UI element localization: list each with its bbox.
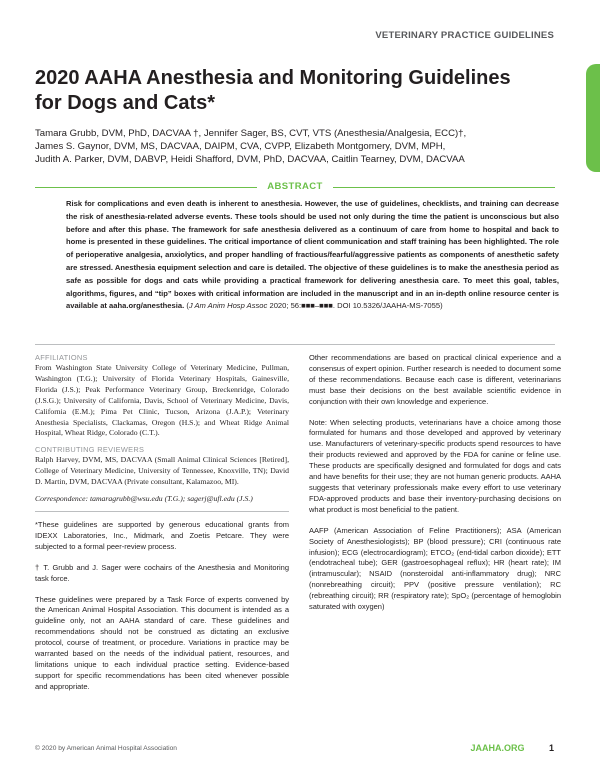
- affiliations-text: From Washington State University College of Veterinary Medicine, Pullman, Washington (T.G.); University of Florida Veterinary Hospitals, Gainesville, Florida (J.S.); Peak Performance Veterinary Group, Breckenridge, Colorado (J.S.G.); University of California, Davis, School of Veterinary Medicine, Davis, California (E.M.); Pima Pet Clinic, Tucson, Arizona (J.A.P.); Veterinary Anesthesia Specialists, Clackamas, Oregon (H.S.); and Wheat Ridge Animal Hospital, Wheat Ridge, Colorado (C.T.).: [35, 363, 289, 438]
- right-column: [309, 353, 561, 613]
- recommendations-paragraph: Other recommendations are based on practical clinical experience and a consensus of expert opinion. Further research is needed to document some of these recommendations. Because each case is different, veterinarians must base their decisions on the best available scientific evidence in conjunction with their own knowledge and experience.: [309, 353, 561, 406]
- footer-right: [470, 743, 554, 753]
- funding-note: *These guidelines are supported by generous educational grants from IDEXX Laboratories, Inc., Midmark, and Zoetis Petcare. They were subjected to a formal peer-review process.: [35, 519, 289, 551]
- citation: (J Am Anim Hosp Assoc 2020; 56:■■■–■■■. DOI 10.5326/JAAHA-MS-7055): [186, 301, 443, 311]
- abbreviations-list: AAFP (American Association of Feline Practitioners); ASA (American Society of Anesthesiologists); BP (blood pressure); CRI (continuous rate infusion); ECG (electrocardiogram); ETCO₂ (end-tidal carbon dioxide); ETT (endotracheal tube); GER (gastroesophageal reflux); HR (heart rate); IM (intramuscular); NSAID (nonsteroidal anti-inflammatory drug); NRC (nonrebreathing circuit); PPV (positive pressure ventilation); RC (rebreathing circuit); RR (respiratory rate); SpO₂ (percentage of hemoglobin saturated with oxygen): [309, 525, 561, 612]
- author-line: Tamara Grubb, DVM, PhD, DACVAA †, Jennifer Sager, BS, CVT, VTS (Anesthesia/Analgesia, ECC)†,: [35, 128, 467, 139]
- cochairs-note: † T. Grubb and J. Sager were cochairs of the Anesthesia and Monitoring task force.: [35, 562, 289, 583]
- abstract-body: [66, 198, 559, 313]
- column-divider: [35, 344, 555, 345]
- affiliations-heading: AFFILIATIONS: [35, 353, 88, 362]
- abstract-heading: [35, 181, 555, 195]
- reviewers-heading: CONTRIBUTING REVIEWERS: [35, 445, 145, 455]
- product-note-paragraph: Note: When selecting products, veterinarians have a choice among those formulated for humans and those developed and approved by veterinary use. Manufacturers of veterinary-specific products spend resources to have their products reviewed and approved by the FDA for canine or feline use. These products are specifically designed and formulated for dogs and cats and have benefits for their use; they are not human generic products. AAHA suggests that veterinary professionals make every effort to use veterinary FDA-approved products and base their inventory-purchasing decisions on what product is most beneficial to the patient.: [309, 417, 561, 514]
- abstract-label: ABSTRACT: [267, 181, 323, 192]
- title-line-2: for Dogs and Cats*: [35, 92, 216, 114]
- abstract-rule-right: [333, 187, 555, 188]
- taskforce-paragraph: These guidelines were prepared by a Task Force of experts convened by the American Animal Hospital Association. This document is intended as a guideline only, not an AAHA standard of care. These guidelines and recommendations should not be construed as dictating an exclusive protocol, course of treatment, or procedure. Variations in practice may be warranted based on the needs of the individual patient, resources, and limitations unique to each individual practice setting. Evidence-based support for specific recommendations has been cited whenever possible and appropriate.: [35, 594, 289, 691]
- author-line: Judith A. Parker, DVM, DABVP, Heidi Shafford, DVM, PhD, DACVAA, Caitlin Tearney, DVM, DACVAA: [35, 154, 465, 165]
- article-title: [35, 66, 555, 116]
- author-line: James S. Gaynor, DVM, MS, DACVAA, DAIPM, CVA, CVPP, Elizabeth Montgomery, DVM, MPH,: [35, 141, 446, 152]
- journal-site-link[interactable]: JAAHA.ORG: [470, 743, 525, 753]
- citation-details: 2020; 56:■■■–■■■. DOI 10.5326/JAAHA-MS-7055): [269, 301, 443, 311]
- author-list: [35, 127, 555, 166]
- reviewers-text: Ralph Harvey, DVM, MS, DACVAA (Small Animal Clinical Sciences [Retired], College of Veterinary Medicine, University of Tennessee, Knoxville, TN); David D. Martin, DVM, DACVAA (Private consultant, Kalamazoo, MI).: [35, 455, 289, 487]
- abstract-text: Risk for complications and even death is inherent to anesthesia. However, the use of guidelines, checklists, and training can decrease the risk of anesthesia-related adverse events. These tools should be used not only during the time the patient is unconscious but also before and after this phase. The framework for safe anesthesia delivered as a continuum of care from home to hospital and back to home is presented in these guidelines. The critical importance of client communication and staff training has been highlighted. The role of perioperative analgesia, anxiolytics, and proper handling of fractious/fearful/aggressive patients as components of anesthetic safety are stressed. Anesthesia equipment selection and care is detailed. The objective of these guidelines is to make the anesthesia period as safe as possible for dogs and cats while providing a practical framework for delivering anesthesia care. To meet this goal, tables, algorithms, figures, and “tip” boxes with critical information are included in the manuscript and in an in-depth online resource center is available at aaha.org/anesthesia.: [66, 199, 559, 311]
- left-column: [35, 353, 289, 693]
- copyright-notice: © 2020 by American Animal Hospital Association: [35, 745, 177, 752]
- running-head: VETERINARY PRACTICE GUIDELINES: [375, 30, 554, 41]
- correspondence-line: Correspondence: tamaragrubb@wsu.edu (T.G.); sagerj@ufl.edu (J.S.): [35, 494, 253, 504]
- section-tab: [586, 64, 600, 172]
- citation-journal: J Am Anim Hosp Assoc: [188, 301, 268, 311]
- title-line-1: 2020 AAHA Anesthesia and Monitoring Guidelines: [35, 67, 511, 89]
- footnote-divider: [35, 511, 289, 512]
- page-number: 1: [548, 743, 554, 753]
